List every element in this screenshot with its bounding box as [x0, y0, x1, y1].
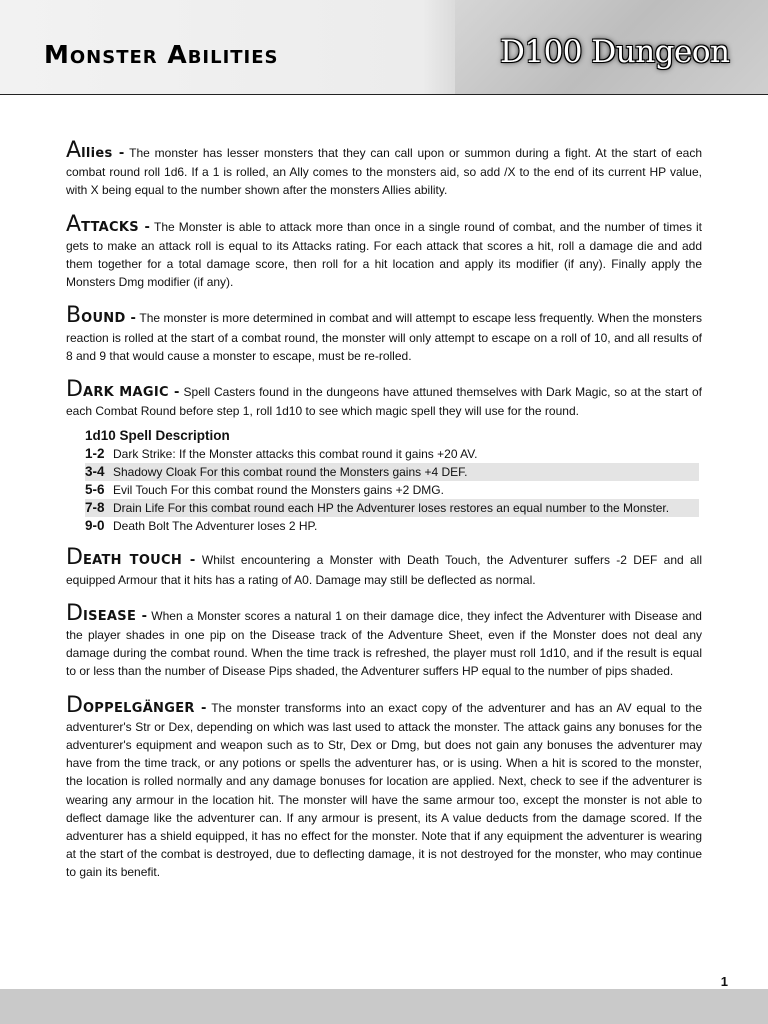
ability-allies	[66, 138, 702, 200]
spell-desc: Death Bolt The Adventurer loses 2 HP.	[113, 519, 318, 534]
ability-text: The monster transforms into an exact copy of the adventurer and has an AV equal to the adventurer's Str or Dex, depending on which was last used to attack the monster. The attack gains any bonuses for the adventurer's equipment and weapon such as to Str, Dex or Dmg, but does not gain any bonuses the adventurer may have from the time track, or any potions or spells the adventurer has, or is using. When a hit is scored to the monster, the location is rolled normally and any damage bonuses for location are applied. Next, check to see if the adventurer is wearing any armour in the location hit. The monster will have the same armour too, except the monster is not able to deflect damage like the adventurer can. If any armour is present, its A value deducts from the damage scored. If the adventurer has a shield equipped, it has no effect for the monster. Note that if any equipment the adventurer is wearing at the start of the combat is destroyed, due to deflecting damage, it is not destroyed for the monster, who may continue to gain its benefit.	[66, 700, 702, 880]
page-header	[0, 0, 768, 95]
spell-roll: 9-0	[85, 518, 105, 534]
ability-term: OUND -	[81, 311, 137, 327]
page-footer	[0, 989, 768, 1024]
ability-term: ARK MAGIC -	[82, 385, 180, 401]
spell-row	[85, 499, 699, 517]
ability-death-touch	[66, 545, 702, 588]
spell-desc: Shadowy Cloak For this combat round the Monsters gains +4 DEF.	[113, 465, 468, 480]
drop-cap: B	[66, 303, 82, 329]
ability-text: Whilst encountering a Monster with Death Touch, the Adventurer suffers -2 DEF and all equipped Armour that it hits has a rating of A0. Damage may still be deflected as normal.	[66, 553, 702, 587]
page-number: 1	[720, 974, 728, 989]
ability-text: Spell Casters found in the dungeons have attuned themselves with Dark Magic, so at the start of each Combat Round before step 1, roll 1d10 to see which magic spell they will use for the round.	[66, 385, 702, 419]
spell-table	[85, 428, 699, 535]
spell-roll: 7-8	[85, 500, 105, 516]
ability-term: ISEASE -	[82, 608, 148, 624]
ability-text: The monster is more determined in combat and will attempt to escape less frequently. When the monsters reaction is rolled at the start of a combat round, the monster will only attempt to escape on a roll of 10, and all results of 8 and 9 that would cause a monster to escape, must be re-rolled.	[66, 311, 702, 363]
spell-row	[85, 517, 699, 535]
ability-doppelganger	[66, 692, 702, 882]
drop-cap: A	[66, 211, 82, 237]
spell-row	[85, 445, 699, 463]
page-title: Monster Abilities	[44, 40, 279, 69]
ability-bound	[66, 303, 702, 365]
abilities-list	[66, 138, 702, 898]
drop-cap: D	[66, 545, 83, 571]
spell-table-heading: 1d10 Spell Description	[85, 428, 230, 444]
ability-term: OPPELGÄNGER -	[82, 700, 207, 716]
drop-cap: A	[66, 138, 82, 163]
spell-row	[85, 463, 699, 481]
drop-cap: D	[66, 692, 83, 718]
ability-dark-magic	[66, 377, 702, 420]
brand-logo	[500, 34, 734, 82]
ability-text: The Monster is able to attack more than once in a single round of combat, and the number of times it gets to make an attack roll is equal to its Attacks rating. For each attack that scores a hit, roll a damage die and add them together for a total damage score, then roll for a hit location and apply its modifier (if any). Finally apply the Monsters Dmg modifier (if any).	[66, 219, 702, 290]
ability-disease	[66, 600, 702, 681]
spell-roll: 5-6	[85, 482, 105, 498]
ability-text: The monster has lesser monsters that they can call upon or summon during a fight. At the start of each combat round roll 1d6. If a 1 is rolled, an Ally comes to the monsters aid, so add /X to the end of its current HP value, with X being equal to the number shown after the monsters Allies ability.	[66, 146, 702, 198]
drop-cap: D	[66, 377, 83, 403]
ability-term: llies -	[81, 146, 125, 161]
ability-term: EATH TOUCH -	[82, 553, 196, 569]
drop-cap: D	[66, 600, 83, 626]
spell-roll: 3-4	[85, 464, 105, 480]
brand-text: D100 Dungeon	[500, 34, 730, 70]
ability-term: TTACKS -	[81, 219, 151, 235]
ability-text: When a Monster scores a natural 1 on their damage dice, they infect the Adventurer with Disease and the player shades in one pip on the Disease track of the Adventure Sheet, even if the Monster does not deal any damage during the combat round. When the time track is refreshed, the player must roll 1d10, and if the result is equal to or less than the number of Disease Pips shaded, the Adventurer suffers HP equal to the number of pips shaded.	[66, 608, 702, 679]
spell-desc: Dark Strike: If the Monster attacks this combat round it gains +20 AV.	[113, 447, 478, 462]
ability-attacks	[66, 211, 702, 292]
spell-row	[85, 481, 699, 499]
spell-roll: 1-2	[85, 446, 105, 462]
spell-desc: Drain Life For this combat round each HP the Adventurer loses restores an equal number to the Monster.	[113, 501, 670, 516]
spell-desc: Evil Touch For this combat round the Monsters gains +2 DMG.	[113, 483, 444, 498]
